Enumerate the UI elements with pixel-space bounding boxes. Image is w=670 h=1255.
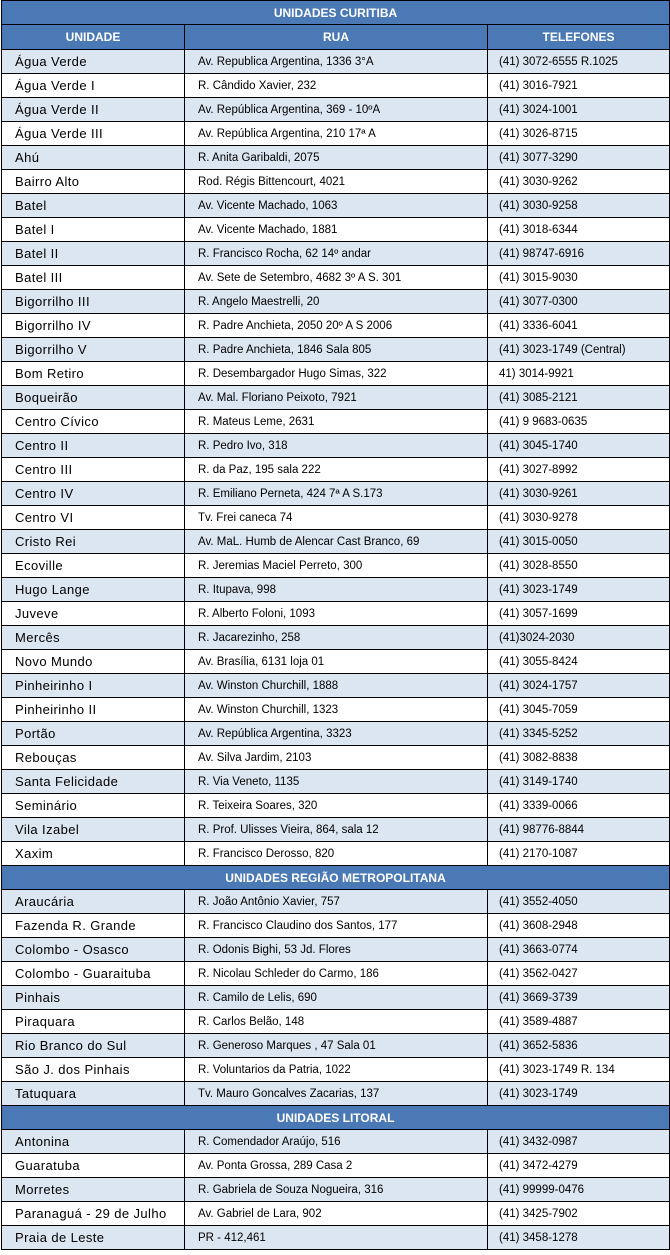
phone-cell: (41) 2170-1087 xyxy=(488,842,670,866)
table-row xyxy=(2,914,670,938)
phone-cell: (41) 3023-1749 (Central) xyxy=(488,338,670,362)
unit-cell: Pinheirinho I xyxy=(2,674,185,698)
street-cell: R. Padre Anchieta, 2050 20º A S 2006 xyxy=(185,314,488,338)
street-cell: R. Nicolau Schleder do Carmo, 186 xyxy=(185,962,488,986)
unit-cell: Bigorrilho V xyxy=(2,338,185,362)
table-row xyxy=(2,674,670,698)
phone-cell: (41) 3149-1740 xyxy=(488,770,670,794)
unit-cell: Morretes xyxy=(2,1178,185,1202)
table-row xyxy=(2,74,670,98)
column-header-phone: TELEFONES xyxy=(488,25,670,50)
unit-cell: Água Verde I xyxy=(2,74,185,98)
unit-cell: Mercês xyxy=(2,626,185,650)
street-cell: R. Voluntarios da Patria, 1022 xyxy=(185,1058,488,1082)
table-row xyxy=(2,602,670,626)
phone-cell: (41) 3608-2948 xyxy=(488,914,670,938)
street-cell: R. Mateus Leme, 2631 xyxy=(185,410,488,434)
unit-cell: Fazenda R. Grande xyxy=(2,914,185,938)
table-row xyxy=(2,770,670,794)
unit-cell: Água Verde II xyxy=(2,98,185,122)
street-cell: R. Cândido Xavier, 232 xyxy=(185,74,488,98)
unit-cell: Pinhais xyxy=(2,986,185,1010)
table-row xyxy=(2,794,670,818)
table-row xyxy=(2,98,670,122)
street-cell: R. Pedro Ivo, 318 xyxy=(185,434,488,458)
unit-cell: Batel II xyxy=(2,242,185,266)
table-row xyxy=(2,1058,670,1082)
street-cell: Tv. Frei caneca 74 xyxy=(185,506,488,530)
unit-cell: São J. dos Pinhais xyxy=(2,1058,185,1082)
table-row xyxy=(2,506,670,530)
column-header-street: RUA xyxy=(185,25,488,50)
table-row xyxy=(2,290,670,314)
street-cell: R. Alberto Foloni, 1093 xyxy=(185,602,488,626)
phone-cell: (41) 9 9683-0635 xyxy=(488,410,670,434)
unit-cell: Boqueirão xyxy=(2,386,185,410)
street-cell: Av. República Argentina, 369 - 10ºA xyxy=(185,98,488,122)
unit-cell: Batel III xyxy=(2,266,185,290)
phone-cell: (41) 3552-4050 xyxy=(488,890,670,914)
unit-cell: Água Verde III xyxy=(2,122,185,146)
street-cell: R. Francisco Claudino dos Santos, 177 xyxy=(185,914,488,938)
phone-cell: (41) 3458-1278 xyxy=(488,1226,670,1250)
phone-cell: (41) 3030-9258 xyxy=(488,194,670,218)
phone-cell: (41) 3030-9278 xyxy=(488,506,670,530)
unit-cell: Centro VI xyxy=(2,506,185,530)
street-cell: R. da Paz, 195 sala 222 xyxy=(185,458,488,482)
street-cell: Av. Ponta Grossa, 289 Casa 2 xyxy=(185,1154,488,1178)
phone-cell: (41) 3663-0774 xyxy=(488,938,670,962)
street-cell: R. Itupava, 998 xyxy=(185,578,488,602)
unit-cell: Piraquara xyxy=(2,1010,185,1034)
street-cell: Av. Vicente Machado, 1063 xyxy=(185,194,488,218)
phone-cell: (41) 3077-3290 xyxy=(488,146,670,170)
table-row xyxy=(2,386,670,410)
street-cell: PR - 412,461 xyxy=(185,1226,488,1250)
phone-cell: (41) 3339-0066 xyxy=(488,794,670,818)
street-cell: Av. Silva Jardim, 2103 xyxy=(185,746,488,770)
street-cell: Av. Winston Churchill, 1888 xyxy=(185,674,488,698)
table-row xyxy=(2,1178,670,1202)
street-cell: R. Jacarezinho, 258 xyxy=(185,626,488,650)
unit-cell: Guaratuba xyxy=(2,1154,185,1178)
phone-cell: (41) 3026-8715 xyxy=(488,122,670,146)
street-cell: R. Emiliano Perneta, 424 7ª A S.173 xyxy=(185,482,488,506)
street-cell: Tv. Mauro Goncalves Zacarias, 137 xyxy=(185,1082,488,1106)
phone-cell: (41)3024-2030 xyxy=(488,626,670,650)
street-cell: R. Angelo Maestrelli, 20 xyxy=(185,290,488,314)
phone-cell: (41) 3057-1699 xyxy=(488,602,670,626)
phone-cell: (41) 3024-1757 xyxy=(488,674,670,698)
unit-cell: Colombo - Guaraituba xyxy=(2,962,185,986)
table-row xyxy=(2,554,670,578)
table-row xyxy=(2,698,670,722)
unit-cell: Centro III xyxy=(2,458,185,482)
table-row xyxy=(2,50,670,74)
street-cell: R. Desembargador Hugo Simas, 322 xyxy=(185,362,488,386)
unit-cell: Bairro Alto xyxy=(2,170,185,194)
table-row xyxy=(2,146,670,170)
table-row xyxy=(2,1226,670,1250)
unit-cell: Portão xyxy=(2,722,185,746)
unit-cell: Paranaguá - 29 de Julho xyxy=(2,1202,185,1226)
table-row xyxy=(2,1010,670,1034)
unit-cell: Xaxim xyxy=(2,842,185,866)
phone-cell: (41) 3016-7921 xyxy=(488,74,670,98)
table-row xyxy=(2,722,670,746)
section-header-row xyxy=(2,1106,670,1130)
table-row xyxy=(2,338,670,362)
street-cell: R. Odonis Bighi, 53 Jd. Flores xyxy=(185,938,488,962)
table-row xyxy=(2,1082,670,1106)
table-row xyxy=(2,170,670,194)
street-cell: R. Gabriela de Souza Nogueira, 316 xyxy=(185,1178,488,1202)
table-row xyxy=(2,410,670,434)
unit-cell: Rebouças xyxy=(2,746,185,770)
table-row xyxy=(2,578,670,602)
street-cell: R. Carlos Belão, 148 xyxy=(185,1010,488,1034)
table-row xyxy=(2,458,670,482)
table-row xyxy=(2,842,670,866)
column-header-row xyxy=(2,25,670,50)
phone-cell: (41) 3472-4279 xyxy=(488,1154,670,1178)
table-row xyxy=(2,314,670,338)
street-cell: Av. República Argentina, 210 17ª A xyxy=(185,122,488,146)
section-title: UNIDADES REGIÃO METROPOLITANA xyxy=(2,866,670,890)
table-row xyxy=(2,650,670,674)
unit-cell: Batel xyxy=(2,194,185,218)
street-cell: R. Camilo de Lelis, 690 xyxy=(185,986,488,1010)
street-cell: Av. Winston Churchill, 1323 xyxy=(185,698,488,722)
phone-cell: (41) 3030-9262 xyxy=(488,170,670,194)
table-row xyxy=(2,962,670,986)
table-row xyxy=(2,218,670,242)
phone-cell: (41) 3045-1740 xyxy=(488,434,670,458)
phone-cell: (41) 3015-9030 xyxy=(488,266,670,290)
phone-cell: (41) 3023-1749 xyxy=(488,1082,670,1106)
phone-cell: (41) 99999-0476 xyxy=(488,1178,670,1202)
table-row xyxy=(2,1130,670,1154)
street-cell: R. Teixeira Soares, 320 xyxy=(185,794,488,818)
unit-cell: Novo Mundo xyxy=(2,650,185,674)
unit-cell: Colombo - Osasco xyxy=(2,938,185,962)
phone-cell: (41) 3652-5836 xyxy=(488,1034,670,1058)
phone-cell: (41) 3589-4887 xyxy=(488,1010,670,1034)
street-cell: R. Anita Garibaldi, 2075 xyxy=(185,146,488,170)
phone-cell: (41) 3018-6344 xyxy=(488,218,670,242)
unit-cell: Batel I xyxy=(2,218,185,242)
table-row xyxy=(2,482,670,506)
unit-cell: Rio Branco do Sul xyxy=(2,1034,185,1058)
phone-cell: (41) 98747-6916 xyxy=(488,242,670,266)
phone-cell: (41) 3023-1749 xyxy=(488,578,670,602)
phone-cell: (41) 3028-8550 xyxy=(488,554,670,578)
phone-cell: (41) 3030-9261 xyxy=(488,482,670,506)
section-title: UNIDADES LITORAL xyxy=(2,1106,670,1130)
table-row xyxy=(2,362,670,386)
street-cell: Rod. Régis Bittencourt, 4021 xyxy=(185,170,488,194)
section-header-row xyxy=(2,866,670,890)
street-cell: Av. Brasília, 6131 loja 01 xyxy=(185,650,488,674)
street-cell: R. Jeremias Maciel Perreto, 300 xyxy=(185,554,488,578)
unit-cell: Santa Felicidade xyxy=(2,770,185,794)
units-table xyxy=(1,0,670,1250)
unit-cell: Pinheirinho II xyxy=(2,698,185,722)
table-row xyxy=(2,890,670,914)
phone-cell: (41) 3336-6041 xyxy=(488,314,670,338)
unit-cell: Praia de Leste xyxy=(2,1226,185,1250)
street-cell: R. Generoso Marques , 47 Sala 01 xyxy=(185,1034,488,1058)
street-cell: Av. Sete de Setembro, 4682 3º A S. 301 xyxy=(185,266,488,290)
phone-cell: (41) 3345-5252 xyxy=(488,722,670,746)
table-row xyxy=(2,434,670,458)
table-row xyxy=(2,1034,670,1058)
unit-cell: Vila Izabel xyxy=(2,818,185,842)
table-row xyxy=(2,122,670,146)
unit-cell: Água Verde xyxy=(2,50,185,74)
unit-cell: Bigorrilho IV xyxy=(2,314,185,338)
phone-cell: (41) 3027-8992 xyxy=(488,458,670,482)
unit-cell: Ecoville xyxy=(2,554,185,578)
street-cell: Av. República Argentina, 3323 xyxy=(185,722,488,746)
street-cell: Av. Republica Argentina, 1336 3°A xyxy=(185,50,488,74)
table-row xyxy=(2,194,670,218)
phone-cell: (41) 3055-8424 xyxy=(488,650,670,674)
unit-cell: Centro IV xyxy=(2,482,185,506)
phone-cell: (41) 3077-0300 xyxy=(488,290,670,314)
street-cell: R. Francisco Rocha, 62 14º andar xyxy=(185,242,488,266)
street-cell: Av. Mal. Floriano Peixoto, 7921 xyxy=(185,386,488,410)
unit-cell: Juveve xyxy=(2,602,185,626)
street-cell: R. João Antônio Xavier, 757 xyxy=(185,890,488,914)
street-cell: R. Prof. Ulisses Vieira, 864, sala 12 xyxy=(185,818,488,842)
unit-cell: Ahú xyxy=(2,146,185,170)
phone-cell: (41) 3425-7902 xyxy=(488,1202,670,1226)
table-row xyxy=(2,818,670,842)
unit-cell: Araucária xyxy=(2,890,185,914)
phone-cell: (41) 3015-0050 xyxy=(488,530,670,554)
phone-cell: (41) 3669-3739 xyxy=(488,986,670,1010)
phone-cell: (41) 3082-8838 xyxy=(488,746,670,770)
unit-cell: Centro II xyxy=(2,434,185,458)
section-title: UNIDADES CURITIBA xyxy=(2,1,670,25)
table-row xyxy=(2,938,670,962)
phone-cell: (41) 98776-8844 xyxy=(488,818,670,842)
street-cell: Av. Vicente Machado, 1881 xyxy=(185,218,488,242)
street-cell: R. Padre Anchieta, 1846 Sala 805 xyxy=(185,338,488,362)
street-cell: Av. Gabriel de Lara, 902 xyxy=(185,1202,488,1226)
phone-cell: (41) 3085-2121 xyxy=(488,386,670,410)
column-header-unit: UNIDADE xyxy=(2,25,185,50)
table-row xyxy=(2,266,670,290)
unit-cell: Tatuquara xyxy=(2,1082,185,1106)
phone-cell: 41) 3014-9921 xyxy=(488,362,670,386)
unit-cell: Antonina xyxy=(2,1130,185,1154)
phone-cell: (41) 3045-7059 xyxy=(488,698,670,722)
table-row xyxy=(2,530,670,554)
street-cell: R. Francisco Derosso, 820 xyxy=(185,842,488,866)
phone-cell: (41) 3024-1001 xyxy=(488,98,670,122)
unit-cell: Bom Retiro xyxy=(2,362,185,386)
phone-cell: (41) 3562-0427 xyxy=(488,962,670,986)
table-row xyxy=(2,626,670,650)
table-row xyxy=(2,746,670,770)
table-row xyxy=(2,242,670,266)
unit-cell: Hugo Lange xyxy=(2,578,185,602)
street-cell: R. Via Veneto, 1135 xyxy=(185,770,488,794)
table-row xyxy=(2,1202,670,1226)
phone-cell: (41) 3072-6555 R.1025 xyxy=(488,50,670,74)
street-cell: Av. MaL. Humb de Alencar Cast Branco, 69 xyxy=(185,530,488,554)
table-row xyxy=(2,1154,670,1178)
section-header-row xyxy=(2,1,670,25)
units-table-body xyxy=(2,1,670,1250)
unit-cell: Seminário xyxy=(2,794,185,818)
phone-cell: (41) 3432-0987 xyxy=(488,1130,670,1154)
table-row xyxy=(2,986,670,1010)
unit-cell: Bigorrilho III xyxy=(2,290,185,314)
unit-cell: Centro Cívico xyxy=(2,410,185,434)
phone-cell: (41) 3023-1749 R. 134 xyxy=(488,1058,670,1082)
street-cell: R. Comendador Araújo, 516 xyxy=(185,1130,488,1154)
unit-cell: Cristo Rei xyxy=(2,530,185,554)
